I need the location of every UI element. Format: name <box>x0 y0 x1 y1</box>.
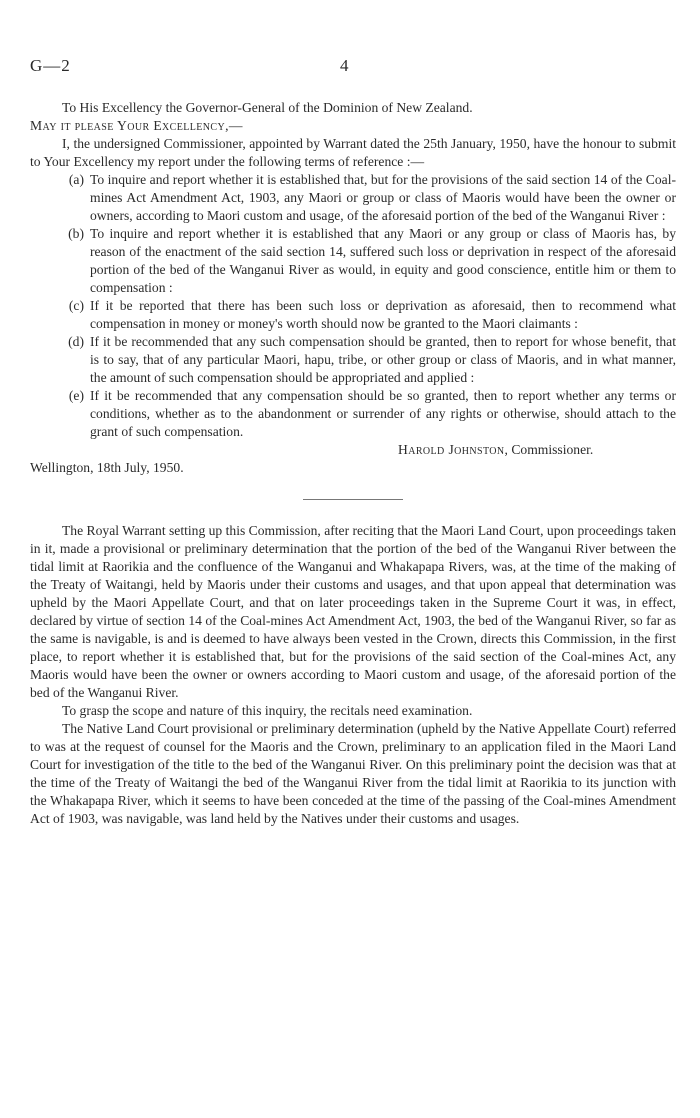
document-code: G—2 <box>30 56 71 75</box>
term-text: To inquire and report whether it is established that, but for the provisions of the said section 14 of the Coal-mines Act Amendment Act, 1903, any Maori or group or class of Maoris would have been the owner or owners, according to Maori custom and usage, of the aforesaid portion of the bed of the Wanganui River : <box>90 172 676 223</box>
signature <box>30 441 676 459</box>
term-text: If it be recommended that any compensation should be so granted, then to report whether any terms or conditions, whether as to the abandonment or surrender of any rights or otherwise, should attach to the grant of such compensation. <box>90 388 676 439</box>
term-item <box>30 297 676 333</box>
term-text: To inquire and report whether it is established that any Maori or any group or class of Maoris has, by reason of the enactment of the said section 14, suffered such loss or deprivation in respect of the aforesaid portion of the bed of the Wanganui River as would, in equity and good conscience, entitle him or them to compensation : <box>90 226 676 295</box>
signatory-name: Harold Johnston <box>398 442 505 457</box>
salutation: May it please Your Excellency,— <box>30 118 243 133</box>
term-item <box>30 387 676 441</box>
term-item <box>30 333 676 387</box>
section-divider <box>303 499 403 500</box>
term-text: If it be recommended that any such compensation should be granted, then to report for whose benefit, that is to say, that of any particular Maori, hapu, tribe, or other group or class of Maoris, and in what manner, the amount of such compensation should be appropriated and applied : <box>90 334 676 385</box>
term-label: (d) <box>68 334 84 349</box>
term-label: (b) <box>68 226 84 241</box>
term-label: (a) <box>68 172 84 187</box>
signatory-title: , Commissioner. <box>504 442 594 457</box>
place-date: Wellington, 18th July, 1950. <box>30 460 184 475</box>
body-paragraph: The Native Land Court provisional or preliminary determination (upheld by the Native Appellate Court) referred to was at the request of counsel for the Maoris and the Crown, preliminary to an application filed in the Maori Land Court for investigation of the title to the bed of the Wanganui River. On this preliminary point the decision was that at the time of the Treaty of Waitangi the bed of the Wanganui River from the tidal limit at Raorikia to its junction with the Whakapapa River, which it seems to have been conceded at the time of the passing of the Coal-mines Amendment Act of 1903, was navigable, was land held by the Natives under their customs and usages. <box>30 721 676 826</box>
address-line: To His Excellency the Governor-General of the Dominion of New Zealand. <box>62 100 473 115</box>
body-paragraph: The Royal Warrant setting up this Commission, after reciting that the Maori Land Court, upon proceedings taken in it, made a provisional or preliminary determination that the portion of the bed of the Wanganui River between the tidal limit at Raorikia and the confluence of the Wanganui and Whakapapa Rivers, was, at the time of the making of the Treaty of Waitangi, held by Maoris under their customs and usages, and that upon appeal that determination was upheld by the Maori Appellate Court, and that on later proceedings taken in the Supreme Court it was, in effect, declared by virtue of section 14 of the Coal-mines Act Amendment Act, 1903, the bed of the Wanganui River, so far as the same is navigable, is and is deemed to have always been vested in the Crown, directs this Commission, in the first place, to report whether it is established that, but for the provisions of the said section of the Coal-mines Act, any Maoris would have been the owner or owners according to Maori custom and usage, of the aforesaid portion of the bed of the Wanganui River. <box>30 523 677 700</box>
document-body <box>30 99 676 828</box>
term-text: If it be reported that there has been such loss or deprivation as aforesaid, then to recommend what compensation in money or money's worth should now be granted to the Maori claimants : <box>90 298 676 331</box>
term-label: (c) <box>68 298 84 313</box>
body-paragraph: To grasp the scope and nature of this inquiry, the recitals need examination. <box>62 703 473 718</box>
intro-paragraph: I, the undersigned Commissioner, appointed by Warrant dated the 25th January, 1950, have the honour to submit to Your Excellency my report under the following terms of reference :— <box>30 136 676 169</box>
terms-of-reference <box>30 171 676 441</box>
term-item <box>30 225 676 297</box>
term-label: (e) <box>68 388 84 403</box>
page-number: 4 <box>340 56 349 75</box>
term-item <box>30 171 676 225</box>
